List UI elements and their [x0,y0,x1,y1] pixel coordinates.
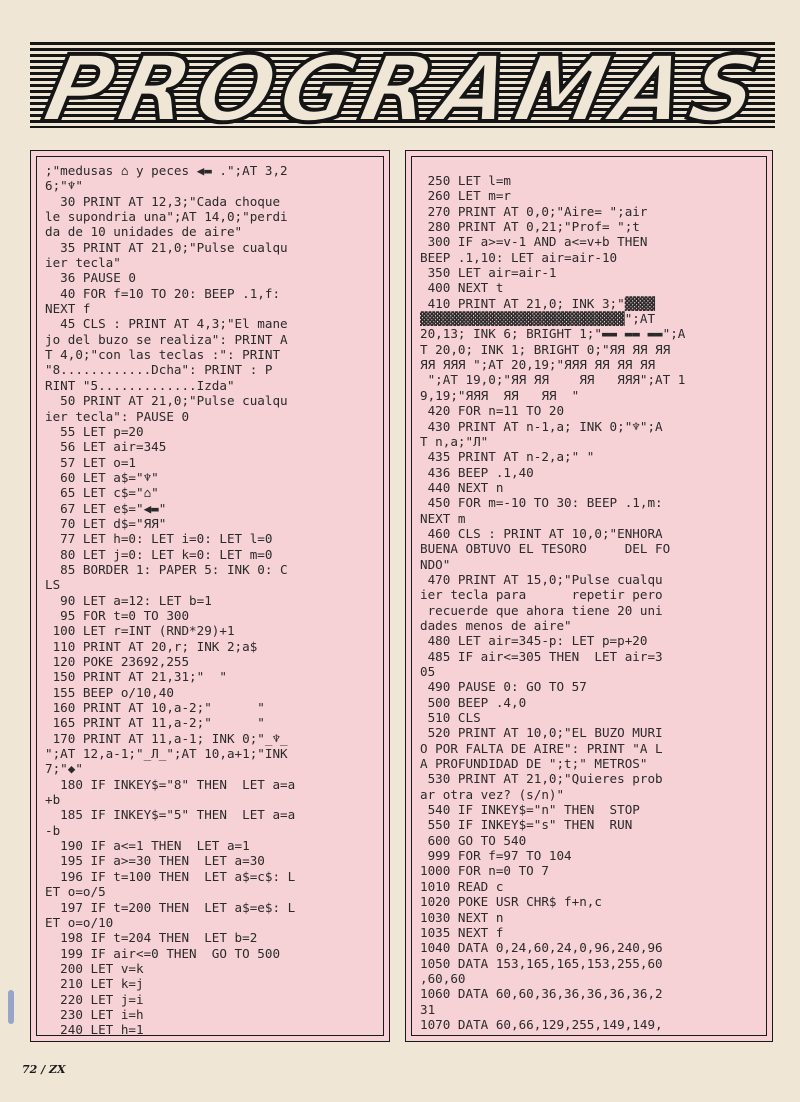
code-line: 185 IF INKEY$="5" THEN LET a=a [45,807,296,823]
code-line: 485 IF air<=305 THEN LET air=3 [420,648,663,664]
code-line: 400 NEXT t [420,280,504,296]
code-line: 999 FOR f=97 TO 104 [420,848,572,864]
code-line: T 20,0; INK 1; BRIGHT 0;"ЯЯ ЯЯ ЯЯ [420,341,671,357]
code-line: 85 BORDER 1: PAPER 5: INK 0: C [45,561,288,577]
code-line: 35 PRINT AT 21,0;"Pulse cualqu [45,239,288,255]
code-line: 160 PRINT AT 10,a-2;" " [45,700,265,716]
code-line: ,60,60 [420,970,466,986]
code-line: ЯЯ ЯЯЯ ";AT 20,19;"ЯЯЯ ЯЯ ЯЯ ЯЯ [420,357,656,373]
code-line: 180 IF INKEY$="8" THEN LET a=a [45,776,296,792]
code-line: 435 PRINT AT n-2,a;" " [420,449,595,465]
code-line: da de 10 unidades de aire" [45,224,243,240]
code-line: 77 LET h=0: LET i=0: LET l=0 [45,531,273,547]
code-line: 56 LET air=345 [45,439,167,455]
code-line: le supondria una";AT 14,0;"perdi [45,209,288,225]
code-line: 05 [420,664,436,679]
code-line: 1000 FOR n=0 TO 7 [420,863,549,879]
code-line: 350 LET air=air-1 [420,265,557,281]
code-line: 7;"◆" [45,761,83,777]
code-line: A PROFUNDIDAD DE ";t;" METROS" [420,756,648,772]
code-line: 430 PRINT AT n-1,a; INK 0;"♆";A [420,418,663,434]
code-line: 250 LET l=m [420,173,511,188]
code-line: ET o=o/10 [45,914,114,930]
code-line: RINT "5.............Izda" [45,377,235,393]
code-line: 120 POKE 23692,255 [45,654,190,669]
code-line: 67 LET e$="◀▬" [45,500,167,516]
code-line: 197 IF t=200 THEN LET a$=e$: L [45,899,296,915]
code-line: BEEP .1,10: LET air=air-10 [420,249,618,265]
listing-panel-left [30,150,390,1042]
page-footer: 72 / ZX [22,1063,66,1076]
code-line: 490 PAUSE 0: GO TO 57 [420,679,587,695]
code-line: 1040 DATA 0,24,60,24,0,96,240,96 [420,940,663,956]
code-line: 550 IF INKEY$="s" THEN RUN [420,817,633,833]
code-line: ier tecla para repetir pero [420,587,663,603]
code-line: 30 PRINT AT 12,3;"Cada choque [45,193,281,209]
code-line: NEXT m [420,510,466,526]
code-line: 1050 DATA 153,165,165,153,255,60 [420,955,663,971]
code-line: jo del buzo se realiza": PRINT A [45,331,288,347]
code-line: 70 LET d$="ЯЯ" [45,515,167,531]
code-line: 1030 NEXT n [420,909,504,925]
code-line: ier tecla" [45,255,121,271]
code-line: 460 CLS : PRINT AT 10,0;"ENHORA [420,525,663,541]
code-line: 150 PRINT AT 21,31;" " [45,669,227,685]
code-line: 195 IF a>=30 THEN LET a=30 [45,853,265,869]
code-line: dades menos de aire" [420,617,572,633]
code-line: O POR FALTA DE AIRE": PRINT "A L [420,740,663,756]
code-line: 20,13; INK 6; BRIGHT 1;"▬▬ ▬▬ ▬▬";A [420,326,686,342]
code-line: T 4,0;"con las teclas :": PRINT [45,347,281,363]
code-line: ;"medusas ⌂ y peces ◀▬ .";AT 3,2 [45,163,288,178]
code-line: 420 FOR n=11 TO 20 [420,403,565,419]
code-line: ar otra vez? (s/n)" [420,786,565,802]
code-line: 60 LET a$="♆" [45,469,159,485]
code-line: 31 [420,1001,436,1017]
code-line: 480 LET air=345-p: LET p=p+20 [420,633,648,649]
code-line: 190 IF a<=1 THEN LET a=1 [45,838,250,854]
code-line: 530 PRINT AT 21,0;"Quieres prob [420,771,663,787]
code-line: 510 CLS [420,710,481,726]
code-line: ";AT 19,0;"ЯЯ ЯЯ ЯЯ ЯЯЯ";AT 1 [420,372,686,388]
code-line: 1070 DATA 60,66,129,255,149,149, [420,1016,663,1032]
code-line: 196 IF t=100 THEN LET a$=c$: L [45,868,296,884]
code-line: 220 LET j=i [45,991,144,1007]
code-line: 199 IF air<=0 THEN GO TO 500 [45,945,281,961]
code-line: ier tecla": PAUSE 0 [45,408,190,424]
code-line: +b [45,792,61,808]
code-line: 210 LET k=j [45,976,144,992]
code-line: 95 FOR t=0 TO 300 [45,607,190,623]
code-line: 300 IF a>=v-1 AND a<=v+b THEN [420,234,648,250]
code-line: NDO" [420,556,451,572]
code-line: NEXT f [45,301,91,317]
code-listing-right [420,173,762,1032]
code-line: 450 FOR m=-10 TO 30: BEEP .1,m: [420,495,663,511]
code-line: 65 LET c$="⌂" [45,485,159,501]
code-listing-left [45,163,379,1038]
code-line: 40 FOR f=10 TO 20: BEEP .1,f: [45,285,281,301]
code-line: 57 LET o=1 [45,454,136,470]
page-title: PROGRAMAS [35,35,775,143]
code-line: 100 LET r=INT (RND*29)+1 [45,623,235,639]
code-line: 155 BEEP o/10,40 [45,684,174,700]
code-line: T n,a;"Л" [420,433,489,449]
code-line: 230 LET i=h [45,1006,144,1022]
code-line: 470 PRINT AT 15,0;"Pulse cualqu [420,571,663,587]
code-line: 440 NEXT n [420,479,504,495]
code-line: 270 PRINT AT 0,0;"Aire= ";air [420,203,648,219]
code-line: 110 PRINT AT 20,r; INK 2;a$ [45,638,258,654]
code-line: 90 LET a=12: LET b=1 [45,592,212,608]
code-line: 6;"♆" [45,178,83,194]
margin-mark [8,990,14,1024]
code-line: LS [45,577,61,593]
code-line: recuerde que ahora tiene 20 uni [420,602,663,618]
code-line: "8............Dcha": PRINT : P [45,362,273,378]
code-line: ▓▓▓▓▓▓▓▓▓▓▓▓▓▓▓▓▓▓▓▓▓▓▓▓▓▓▓";AT [420,311,656,327]
code-line: 260 LET m=r [420,188,511,204]
code-line: 200 LET v=k [45,960,144,976]
code-line: 1035 NEXT f [420,924,504,940]
code-line: BUENA OBTUVO EL TESORO DEL FO [420,541,671,557]
code-line: 1010 READ c [420,878,504,894]
code-line: ET o=o/5 [45,884,106,900]
code-line: 1060 DATA 60,60,36,36,36,36,36,2 [420,986,663,1002]
code-line: 9,19;"ЯЯЯ ЯЯ ЯЯ " [420,387,580,403]
code-line: 240 LET h=1 [45,1022,144,1038]
code-line: ";AT 12,a-1;"_Л_";AT 10,a+1;"INK [45,746,288,762]
code-line: 170 PRINT AT 11,a-1; INK 0;"_♆_ [45,730,288,746]
listing-panel-right [405,150,773,1042]
code-line: 500 BEEP .4,0 [420,694,527,710]
code-line: 1020 POKE USR CHR$ f+n,c [420,894,602,910]
code-line: -b [45,822,61,838]
code-line: 80 LET j=0: LET k=0: LET m=0 [45,546,273,562]
code-line: 280 PRINT AT 0,21;"Prof= ";t [420,219,640,235]
code-line: 540 IF INKEY$="n" THEN STOP [420,802,640,818]
code-line: 55 LET p=20 [45,423,144,439]
code-line: 198 IF t=204 THEN LET b=2 [45,930,258,946]
code-line: 165 PRINT AT 11,a-2;" " [45,715,265,731]
code-line: 50 PRINT AT 21,0;"Pulse cualqu [45,393,288,409]
code-line: 436 BEEP .1,40 [420,464,534,480]
code-line: 410 PRINT AT 21,0; INK 3;"▓▓▓▓ [420,295,656,311]
code-line: 600 GO TO 540 [420,832,527,848]
code-line: 45 CLS : PRINT AT 4,3;"El mane [45,316,288,332]
code-line: 520 PRINT AT 10,0;"EL BUZO MURI [420,725,663,741]
code-line: 36 PAUSE 0 [45,270,136,286]
